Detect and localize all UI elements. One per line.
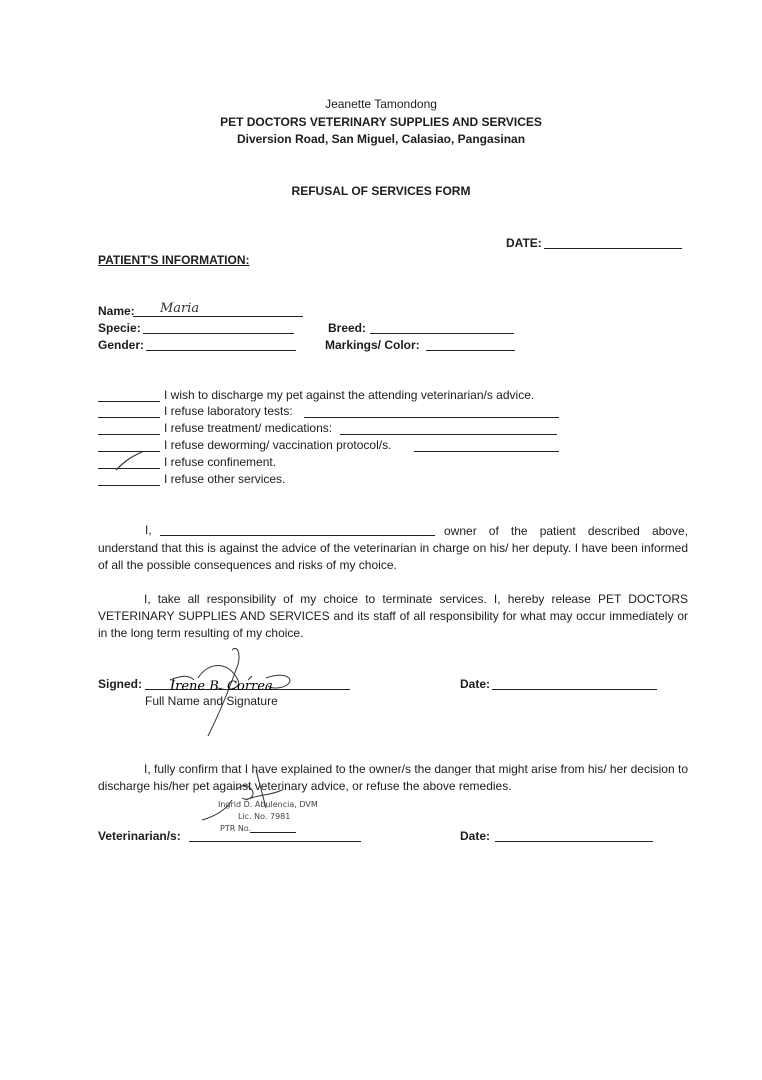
specie-field[interactable] [143,333,294,334]
vet-field[interactable] [189,841,361,842]
stamp-license: Lic. No. 7981 [238,812,291,821]
markings-field[interactable] [426,350,515,351]
section-title: PATIENT'S INFORMATION: [98,253,250,267]
refusal-item-label: I refuse confinement. [164,455,277,469]
signed-date-field[interactable] [492,689,657,690]
refusal-item-label: I refuse deworming/ vaccination protocol/s. [164,438,392,452]
name-label: Name: [98,304,135,318]
para1-lead: I, [145,523,152,537]
para1-text [98,523,688,574]
para2-body: I, take all responsibility of my choice to terminate services. I, hereby release PET DOCTORS VETERINARY SUPPLIES AND SERVICES and its staff of all responsibility for what may occur immediately or in the long term resulting of my choice. [98,592,688,640]
para3-text [98,761,688,795]
owner-signature [168,640,298,740]
refusal-item-label: I wish to discharge my pet against the attending veterinarian/s advice. [164,388,535,402]
header-person: Jeanette Tamondong [325,97,437,111]
signed-date-label: Date: [460,677,491,691]
vet-label: Veterinarian/s: [98,829,181,843]
signed-label: Signed: [98,677,142,691]
refusal-item-label: I refuse treatment/ medications: [164,421,333,435]
refusal-check-line[interactable] [98,434,160,435]
date-field[interactable] [544,248,682,249]
date-label: DATE: [506,236,542,250]
refusal-check-line[interactable] [98,417,160,418]
vet-signature [196,760,306,830]
gender-label: Gender: [98,338,145,352]
breed-field[interactable] [370,333,514,334]
signature-caption: Full Name and Signature [145,694,278,708]
breed-label: Breed: [328,321,367,335]
refusal-check-line[interactable] [98,401,160,402]
name-handwriting: Maria [160,301,200,316]
handwritten-check-mark [112,450,146,472]
stamp-ptr-line [250,832,296,833]
header-company: PET DOCTORS VETERINARY SUPPLIES AND SERVICES [220,115,542,129]
laboratory-tests-field[interactable] [304,417,559,418]
para2-text [98,591,688,642]
vet-date-label: Date: [460,829,491,843]
vet-date-field[interactable] [495,841,653,842]
deworming-field[interactable] [414,451,559,452]
refusal-item-label: I refuse laboratory tests: [164,404,293,418]
markings-label: Markings/ Color: [325,338,420,352]
specie-label: Specie: [98,321,141,335]
para3-body: I, fully confirm that I have explained to the owner/s the danger that might arise from his/ her decision to discharge his/her pet against veterinary advice, or refuse the above remedies. [98,762,688,793]
header-address: Diversion Road, San Miguel, Calasiao, Pangasinan [236,132,526,146]
refusal-check-line[interactable] [98,485,160,486]
signature-text: Irene B. Correa [170,679,273,694]
refusal-item-label: I refuse other services. [164,472,286,486]
treatment-field[interactable] [340,434,557,435]
form-title: REFUSAL OF SERVICES FORM [291,184,471,198]
stamp-ptr: PTR No. [220,824,252,833]
name-field[interactable] [133,316,303,317]
gender-field[interactable] [146,350,296,351]
para1-body: owner of the patient described above, understand that this is against the advice of the veterinarian in charge on his/ her deputy. I have been informed of all the possible consequences and risks of my choice. [98,524,688,572]
stamp-vet-name: Ingrid D. Abulencia, DVM [218,800,318,809]
